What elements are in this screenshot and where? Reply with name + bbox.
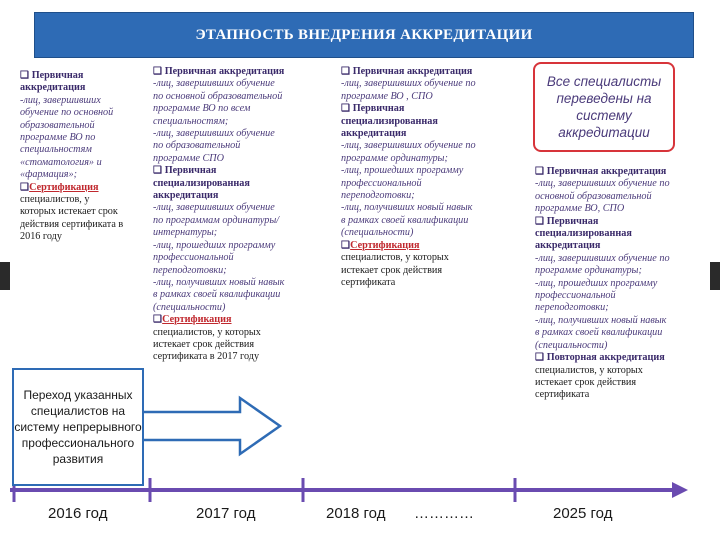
checkbox-icon: ❑ [535,352,547,364]
checkbox-icon: ❑ [341,239,351,251]
column-2025-head2: специализированная [535,228,632,240]
column-2025-line2: -лиц, получивших новый навык [535,314,667,326]
column-2018-line: -лиц, завершивших обучение по [341,78,476,90]
column-2017-line: программе СПО [153,152,225,164]
column-2025-line: основной образовательной [535,190,652,202]
all-accredited-note-text: Все специалисты переведены на систему аккредитации [546,74,662,140]
column-2018-line2: профессиональной [341,177,422,189]
column-2017-line: по образовательной [153,140,241,152]
column-2016-line: «стоматология» и [20,156,102,168]
timeline-ellipsis: ………… [414,505,474,522]
column-2018-line2: -лиц, получивших новый навык [341,202,473,214]
column-2017-line: специальностям; [153,115,229,127]
column-2025-line2: профессиональной [535,290,616,302]
column-2017-line2: интернатуры; [153,227,218,239]
slide-title: ЭТАПНОСТЬ ВНЕДРЕНИЯ АККРЕДИТАЦИИ [195,26,533,43]
year-label: 2025 год [553,505,613,522]
column-2025-head: ❑ Первичная аккредитация [535,166,667,177]
column-2017-line: -лиц, завершивших обучение [153,128,275,140]
column-2016-cert-line: которых истекает срок [20,206,118,218]
column-2025-head2: аккредитация [535,240,601,252]
year-label: 2016 год [48,505,108,522]
column-2018-head: ❑ Первичная аккредитация [341,66,473,77]
column-2016-cert-line: 2016 году [20,231,62,243]
column-2016-head: ❑ Первичная аккредитация [20,70,86,94]
column-2018-cert-line: специалистов, у которых [341,252,449,264]
column-2018-line2: (специальности) [341,227,414,239]
column-2018-cert-line: сертификата [341,276,396,288]
column-2018-head2: специализированная [341,115,438,127]
column-2018-line2: переподготовки; [341,190,415,202]
checkbox-icon: ❑ [153,66,165,77]
year-label: 2018 год [326,505,386,522]
column-2025-line2: (специальности) [535,339,608,351]
column-2016-cert-line: специалистов, у [20,194,90,206]
column-2017-line2: в рамках своей квалификации [153,289,281,301]
column-2025-line2: -лиц, прошедших программу [535,277,658,289]
column-2025-line2: программе ординатуры; [535,265,642,277]
checkbox-icon: ❑ [153,314,163,326]
column-2017-cert-line: специалистов, у которых [153,326,261,338]
column-2018-cert-line: истекает срок действия [341,264,443,276]
column-2017-line2: переподготовки; [153,264,227,276]
column-2017-cert-head: ❑Сертификация [153,314,232,326]
checkbox-icon: ❑ [341,66,353,77]
column-2025-line: программе ВО, СПО [535,203,625,215]
column-2017-head2: специализированная [153,177,250,189]
column-2025-line2: -лиц, завершивших обучение по [535,252,670,264]
column-2025-line: -лиц, завершивших обучение по [535,178,670,190]
column-2025-line2: переподготовки; [535,302,609,314]
column-2018-cert-head: ❑Сертификация [341,239,420,251]
column-2018-line: программе ВО , СПО [341,90,433,102]
checkbox-icon: ❑ [20,70,32,81]
column-2016-line: обучение по основной [20,107,114,119]
column-2017-line: программе ВО по всем [153,103,251,115]
column-2017-line2: -лиц, получивших новый навык [153,276,285,288]
year-label: 2017 год [196,505,256,522]
transition-box [12,368,144,486]
checkbox-icon: ❑ [535,215,547,227]
column-2016-cert-line: действия сертификата в [20,218,124,230]
column-2017-line2: -лиц, завершивших обучение [153,202,275,214]
checkbox-icon: ❑ [341,103,353,115]
column-2016-line: образовательной [20,119,95,131]
column-2018-line2: в рамках своей квалификации [341,214,469,226]
transition-arrow [140,398,280,454]
column-2018-head2: аккредитация [341,128,407,140]
checkbox-icon: ❑ [153,165,165,177]
column-2018-head2: ❑ Первичная [341,103,405,115]
transition-box-text: Переход указанных специалистов на систему непрерывного профессионального развития [14,388,142,466]
checkbox-icon: ❑ [20,181,30,193]
column-2016-line: специальностям [20,144,92,156]
column-2025-head2: ❑ Первичная [535,215,599,227]
column-2017-line: по основной образовательной [153,90,283,102]
column-2017-head2: аккредитация [153,190,219,202]
column-2025-line3: специалистов, у которых [535,364,643,376]
column-2025-line3: истекает срок действия [535,376,637,388]
column-2018-line2: -лиц, прошедших программу [341,165,464,177]
column-2025-head3: ❑ Повторная аккредитация [535,352,665,364]
column-2017-line2: -лиц, прошедших программу [153,239,276,251]
column-2018-line2: программе ординатуры; [341,152,448,164]
column-2017-head: ❑ Первичная аккредитация [153,66,285,77]
column-2016-line: «фармация»; [20,169,78,181]
column-2025-line3: сертификата [535,389,590,401]
column-2025-line2: в рамках своей квалификации [535,327,663,339]
column-2016-line: программе ВО по [20,132,96,144]
column-2016-line: -лиц, завершивших [20,94,101,106]
column-2017-line2: профессиональной [153,252,234,264]
column-2017-line2: (специальности) [153,301,226,313]
column-2016-cert-head: ❑Сертификация [20,181,99,193]
column-2017-cert-line: истекает срок действия [153,338,255,350]
column-2017-line2: по программам ординатуры/ [153,214,280,226]
column-2017-cert-line: сертификата в 2017 году [153,351,260,363]
timeline-arrowhead [672,482,688,498]
column-2017-line: -лиц, завершивших обучение [153,78,275,90]
column-2017-head2: ❑ Первичная [153,165,217,177]
checkbox-icon: ❑ [535,166,547,177]
column-2018-line2: -лиц, завершивших обучение по [341,140,476,152]
